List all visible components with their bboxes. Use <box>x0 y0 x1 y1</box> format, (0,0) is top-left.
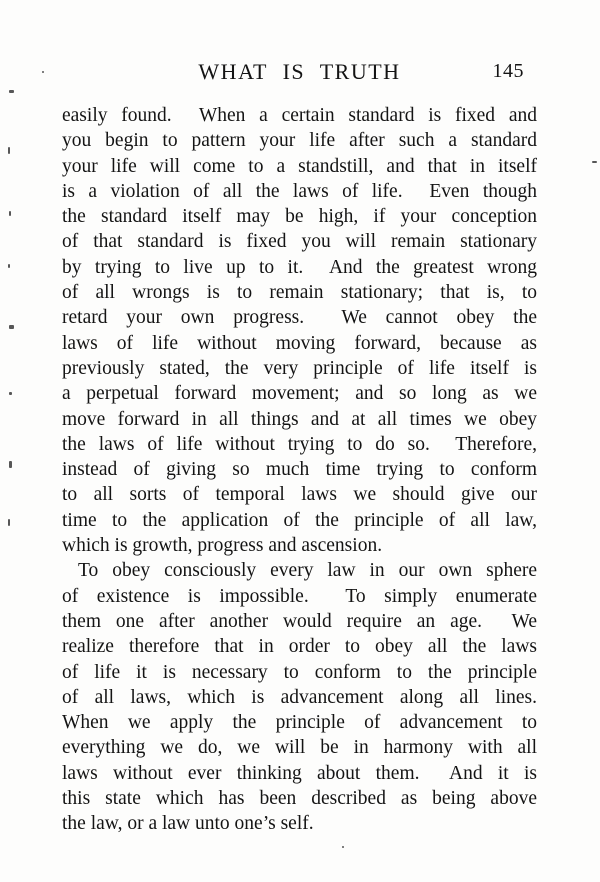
text-line: To obey consciously every law in our own sphere <box>78 560 537 582</box>
text-line: move forward in all things and at all times we obey <box>62 408 537 430</box>
text-line: easily found. When a certain standard is fixed and <box>62 105 537 126</box>
scan-speck <box>8 264 10 268</box>
text-line: of life it is necessary to conform to the principle <box>62 661 537 683</box>
text-line: by trying to live up to it. And the greatest wrong <box>62 256 537 278</box>
text-line: your life will come to a standstill, and that in itself <box>62 155 537 177</box>
text-line: everything we do, we will be in harmony with all <box>62 737 537 759</box>
page-header <box>62 59 537 85</box>
paragraph <box>62 558 537 836</box>
scan-speck <box>9 211 11 216</box>
text-line: is a violation of all the laws of life. Even though <box>62 180 537 202</box>
text-line: the laws of life without trying to do so. Therefore, <box>62 433 537 455</box>
text-line: of all wrongs is to remain stationary; that is, to <box>62 282 537 304</box>
running-title: WHAT IS TRUTH <box>198 59 401 84</box>
text-line: you begin to pattern your life after such a standard <box>62 130 537 152</box>
scan-speck <box>9 325 14 329</box>
text-line: to all sorts of temporal laws we should give our <box>62 484 537 506</box>
text-line: previously stated, the very principle of life itself is <box>62 357 537 379</box>
text-line: When we apply the principle of advancement to <box>62 712 537 734</box>
text-line: time to the application of the principle of all law, <box>62 509 537 531</box>
text-line: of that standard is fixed you will remain stationary <box>62 231 537 253</box>
text-line: of existence is impossible. To simply enumerate <box>62 585 537 607</box>
text-line: which is growth, progress and ascension. <box>62 535 383 557</box>
text-line: laws without ever thinking about them. And it is <box>62 762 537 784</box>
page-number: 145 <box>492 60 524 82</box>
scan-speck <box>9 392 12 395</box>
text-line: laws of life without moving forward, because as <box>62 332 537 354</box>
scan-speck <box>9 461 12 468</box>
scan-speck <box>342 846 344 848</box>
text-line: of all laws, which is advancement along all lines. <box>62 686 537 708</box>
scan-speck <box>8 147 10 154</box>
scan-speck <box>592 161 597 163</box>
text-line: realize therefore that in order to obey all the laws <box>62 636 537 658</box>
text-line: the standard itself may be high, if your conception <box>62 206 537 228</box>
scan-speck <box>42 71 44 73</box>
scan-speck <box>9 90 14 93</box>
text-line: instead of giving so much time trying to conform <box>62 459 537 481</box>
text-line: retard your own progress. We cannot obey the <box>62 307 537 329</box>
scan-speck <box>8 519 10 526</box>
text-line: this state which has been described as being above <box>62 788 537 810</box>
body-text <box>62 103 537 837</box>
text-line: a perpetual forward movement; and so long as we <box>62 383 537 405</box>
text-line: them one after another would require an age. We <box>62 610 537 632</box>
paragraph <box>62 103 537 558</box>
text-line: the law, or a law unto one’s self. <box>62 813 314 835</box>
